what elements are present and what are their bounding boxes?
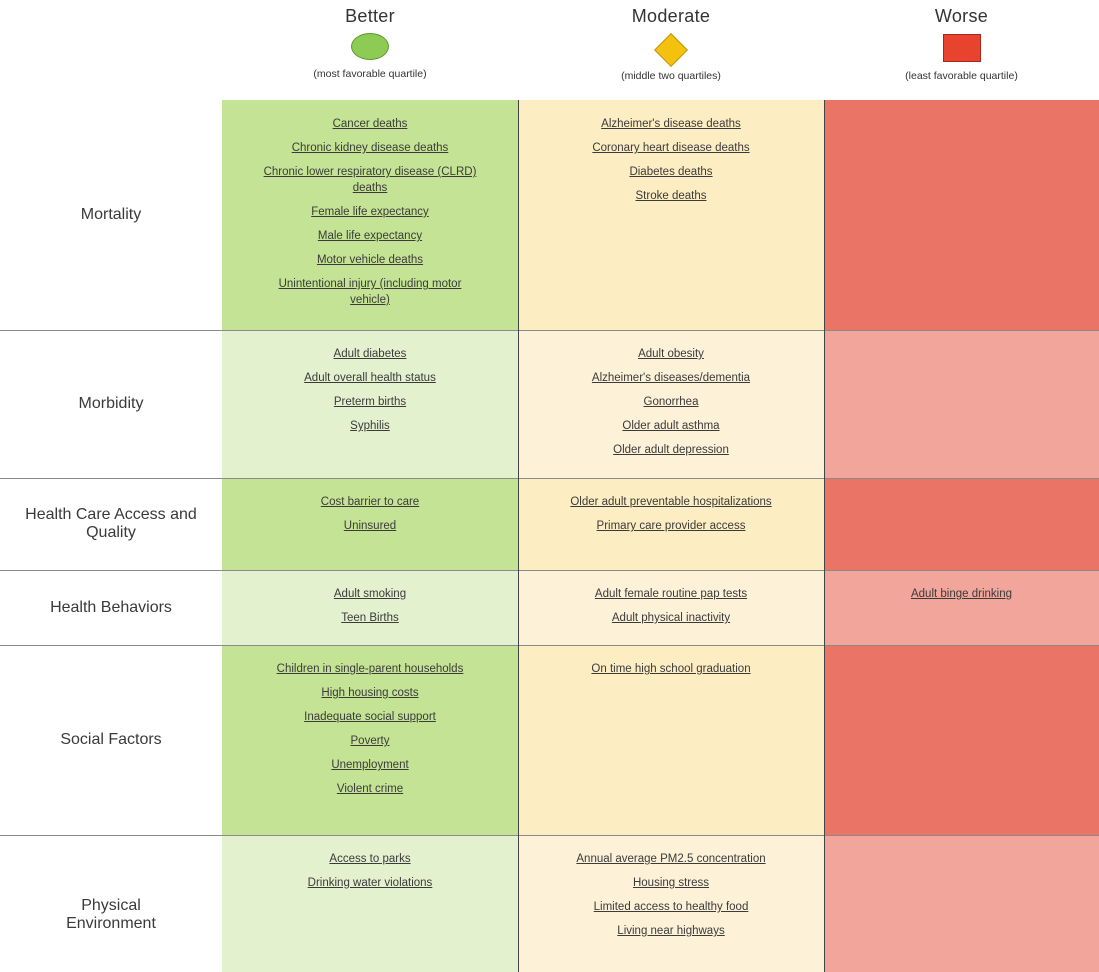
indicator-link[interactable]: Drinking water violations — [307, 877, 433, 889]
indicator-link[interactable]: On time high school graduation — [591, 663, 751, 675]
row-label — [0, 570, 222, 645]
indicator-link[interactable]: Female life expectancy — [311, 206, 429, 218]
cell-moderate — [518, 330, 824, 478]
cell-worse — [824, 478, 1099, 570]
indicator-link[interactable]: Cancer deaths — [332, 118, 408, 130]
indicator-link[interactable]: Older adult depression — [613, 444, 729, 456]
indicator-link[interactable]: Violent crime — [336, 783, 404, 795]
indicator-link[interactable]: Primary care provider access — [596, 520, 746, 532]
indicator-link[interactable]: Cost barrier to care — [320, 496, 420, 508]
indicator-link[interactable]: Children in single-parent households — [276, 663, 464, 675]
cell-worse — [824, 570, 1099, 645]
row-label-text: Mortality — [80, 206, 142, 223]
indicator-link[interactable]: Older adult asthma — [622, 420, 720, 432]
row-label-text: Social Factors — [60, 731, 162, 748]
table-row — [0, 330, 1099, 478]
cell-worse — [824, 330, 1099, 478]
legend-better — [222, 0, 518, 80]
indicator-link[interactable]: Chronic kidney disease deaths — [291, 142, 449, 154]
indicator-link[interactable]: Motor vehicle deaths — [316, 254, 424, 266]
indicator-link[interactable]: Annual average PM2.5 concentration — [576, 853, 766, 865]
column-divider — [518, 100, 519, 972]
cell-moderate — [518, 478, 824, 570]
row-label-text: Morbidity — [78, 395, 144, 412]
cell-better — [222, 645, 518, 835]
indicator-link[interactable]: Adult obesity — [638, 348, 704, 360]
legend-moderate-title: Moderate — [631, 6, 711, 26]
row-divider — [0, 570, 1099, 571]
row-divider — [0, 835, 1099, 836]
indicator-link[interactable]: High housing costs — [321, 687, 419, 699]
indicator-link[interactable]: Adult binge drinking — [910, 588, 1012, 600]
yellow-diamond-icon — [654, 33, 688, 67]
row-divider — [0, 478, 1099, 479]
indicator-link[interactable]: Unintentional injury (including motor vehicle) — [278, 278, 462, 306]
row-label-text: Health Behaviors — [50, 598, 172, 616]
legend-better-title: Better — [345, 6, 395, 26]
legend-better-note: (most favorable quartile) — [313, 68, 427, 80]
indicator-link[interactable]: Teen Births — [341, 612, 399, 624]
indicator-link[interactable]: Preterm births — [333, 396, 407, 408]
indicator-link[interactable]: Housing stress — [632, 877, 710, 889]
cell-worse — [824, 100, 1099, 330]
indicator-link[interactable]: Stroke deaths — [635, 190, 707, 202]
table-row — [0, 835, 1099, 972]
indicator-link[interactable]: Male life expectancy — [317, 230, 423, 242]
cell-moderate — [518, 570, 824, 645]
indicator-link[interactable]: Adult overall health status — [304, 372, 436, 384]
red-square-icon — [943, 34, 981, 62]
indicator-link[interactable]: Uninsured — [343, 520, 397, 532]
indicator-link[interactable]: Adult smoking — [333, 588, 407, 600]
cell-better — [222, 330, 518, 478]
indicator-link[interactable]: Older adult preventable hospitalizations — [570, 496, 772, 508]
row-label — [0, 330, 222, 478]
column-divider — [824, 100, 825, 972]
table-row — [0, 478, 1099, 570]
cell-moderate — [518, 835, 824, 972]
legend-moderate-note: (middle two quartiles) — [621, 70, 721, 82]
indicator-link[interactable]: Inadequate social support — [304, 711, 436, 723]
row-divider — [0, 330, 1099, 331]
indicator-link[interactable]: Syphilis — [350, 420, 390, 432]
row-label-text: Physical Environment — [66, 896, 156, 932]
indicator-link[interactable]: Coronary heart disease deaths — [592, 142, 750, 154]
indicator-link[interactable]: Limited access to healthy food — [593, 901, 749, 913]
cell-moderate — [518, 100, 824, 330]
indicator-link[interactable]: Living near highways — [617, 925, 725, 937]
cell-worse — [824, 835, 1099, 972]
indicator-link[interactable]: Alzheimer's diseases/dementia — [591, 372, 751, 384]
indicator-link[interactable]: Access to parks — [329, 853, 411, 865]
cell-better — [222, 100, 518, 330]
legend-worse-title: Worse — [934, 6, 989, 26]
legend-worse-note: (least favorable quartile) — [905, 70, 1018, 82]
indicator-link[interactable]: Diabetes deaths — [629, 166, 713, 178]
cell-better — [222, 570, 518, 645]
green-circle-icon — [351, 33, 389, 60]
table-row — [0, 570, 1099, 645]
cell-worse — [824, 645, 1099, 835]
row-label — [0, 478, 222, 570]
row-label-text: Health Care Access and Quality — [25, 506, 197, 541]
row-label — [0, 645, 222, 835]
cell-better — [222, 835, 518, 972]
row-divider — [0, 645, 1099, 646]
cell-better — [222, 478, 518, 570]
row-label — [0, 835, 222, 972]
legend-moderate — [518, 0, 824, 82]
table-row — [0, 645, 1099, 835]
indicator-link[interactable]: Adult female routine pap tests — [594, 588, 748, 600]
indicator-link[interactable]: Adult diabetes — [333, 348, 407, 360]
legend-worse — [824, 0, 1099, 82]
indicator-link[interactable]: Poverty — [350, 735, 390, 747]
row-label — [0, 100, 222, 330]
indicator-link[interactable]: Unemployment — [331, 759, 409, 771]
table-row — [0, 100, 1099, 330]
cell-moderate — [518, 645, 824, 835]
indicator-link[interactable]: Gonorrhea — [643, 396, 699, 408]
indicator-link[interactable]: Adult physical inactivity — [611, 612, 731, 624]
indicator-link[interactable]: Alzheimer's disease deaths — [601, 118, 741, 130]
indicator-link[interactable]: Chronic lower respiratory disease (CLRD) deaths — [263, 166, 477, 194]
